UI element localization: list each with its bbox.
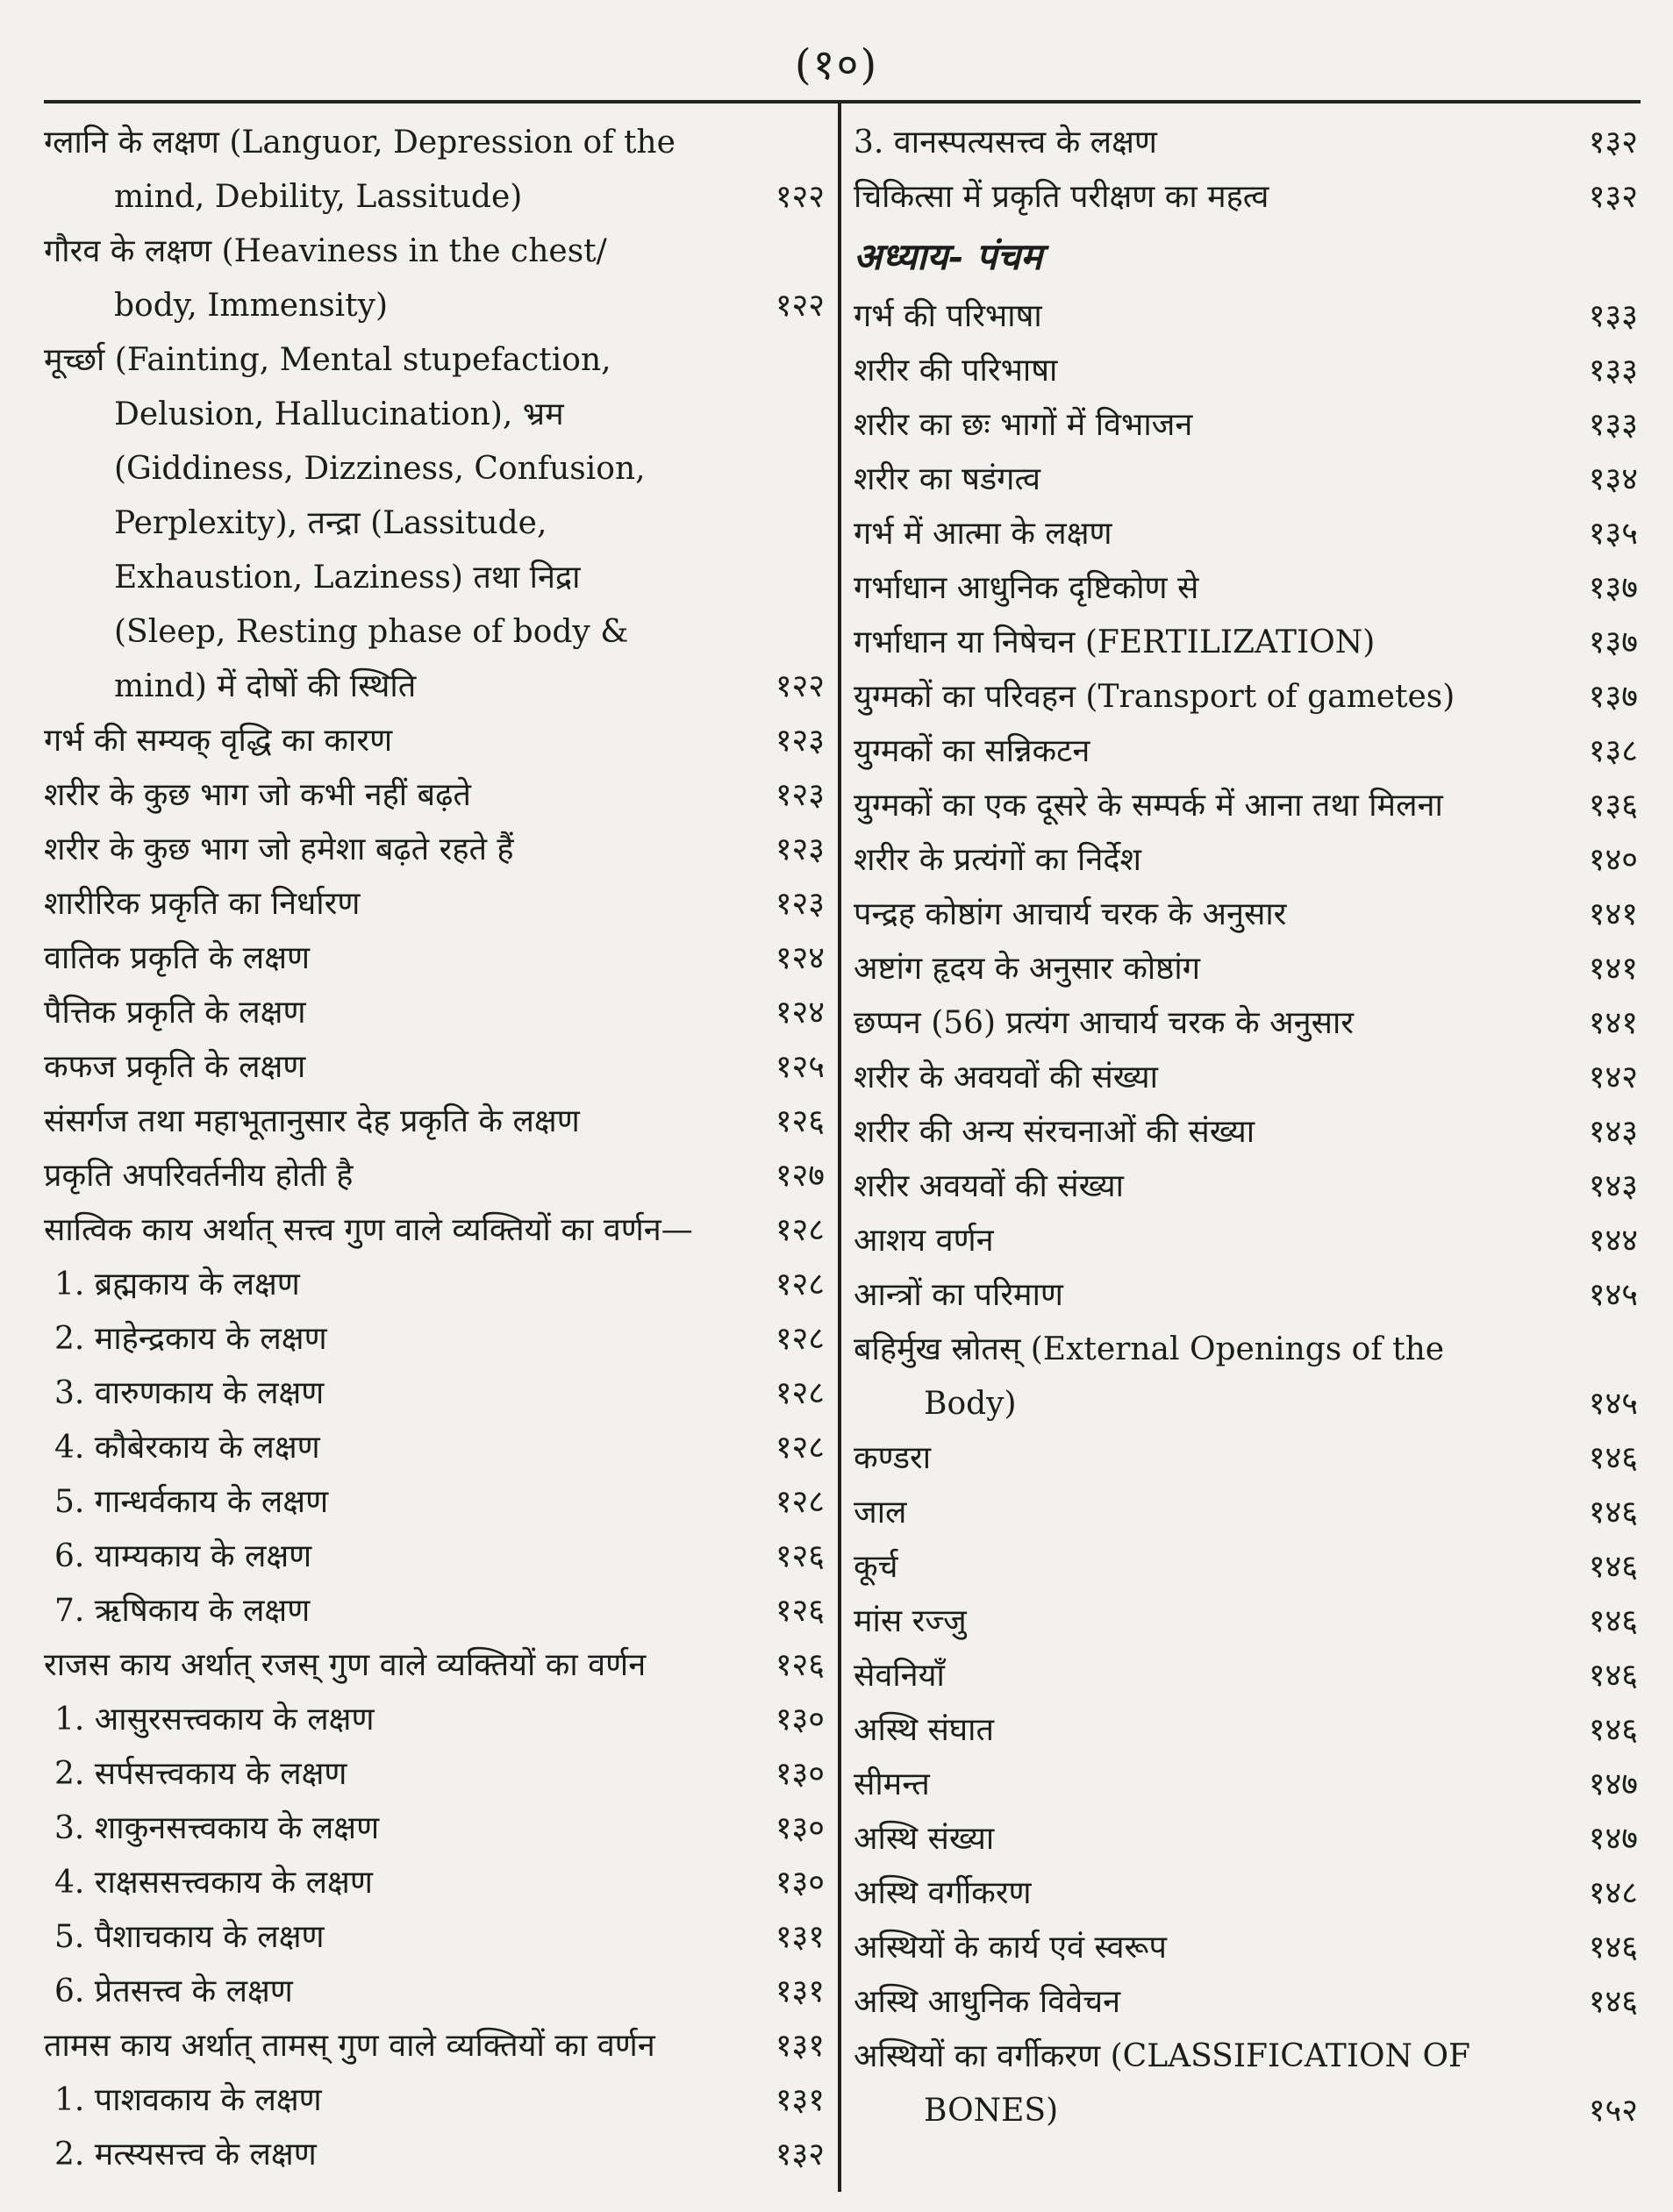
toc-entry-title: गर्भ में आत्मा के लक्षण xyxy=(854,516,1112,552)
toc-entry-page: १३७ xyxy=(1588,570,1638,606)
toc-entry-title: युग्मकों का सन्निकटन xyxy=(854,733,1090,769)
chapter-heading: अध्याय- पंचम xyxy=(854,235,1043,278)
toc-entry-page: १४६ xyxy=(1588,1658,1638,1694)
toc-entry xyxy=(44,1910,825,1965)
toc-entry-page: १४३ xyxy=(1588,1114,1638,1150)
toc-entry-title: 5. पैशाचकाय के लक्षण xyxy=(54,1919,325,1955)
toc-entry-page: १३४ xyxy=(1588,461,1638,497)
toc-entry xyxy=(854,1703,1638,1758)
toc-entry-page: १२६ xyxy=(775,1103,825,1139)
toc-entry xyxy=(854,1758,1638,1812)
toc-entry-title: पन्द्रह कोष्ठांग आचार्य चरक के अनुसार xyxy=(854,896,1287,932)
toc-entry-page: १४० xyxy=(1588,842,1638,878)
toc-entry xyxy=(44,1475,825,1530)
toc-entry xyxy=(44,2073,825,2128)
toc-entry-page: १३१ xyxy=(775,1919,825,1955)
toc-entry-title: ग्लानि के लक्षण (Languor, Depression of the mind, Debility, Lassitude) xyxy=(44,125,676,215)
toc-entry xyxy=(44,877,825,931)
toc-entry-title: गर्भ की परिभाषा xyxy=(854,298,1042,334)
toc-entry-title: 1. आसुरसत्त्वकाय के लक्षण xyxy=(54,1702,375,1737)
toc-entry-page: १२३ xyxy=(775,723,825,759)
toc-entry-title: तामस काय अर्थात् तामस् गुण वाले व्यक्तियों का वर्णन xyxy=(44,2028,655,2064)
toc-entry-title: शरीर अवयवों की संख्या xyxy=(854,1168,1124,1204)
toc-entry xyxy=(854,1812,1638,1866)
toc-entry-page: १३२ xyxy=(775,2137,825,2173)
toc-entry xyxy=(854,398,1638,453)
toc-entry-page: १४६ xyxy=(1588,1495,1638,1531)
toc-entry xyxy=(854,1921,1638,1975)
toc-entry-title: शरीर का छः भागों में विभाजन xyxy=(854,407,1193,443)
toc-entry-page: १२२ xyxy=(775,179,825,215)
toc-entry-title: 4. राक्षससत्त्वकाय के लक्षण xyxy=(54,1865,373,1901)
toc-entry-title: 6. याम्यकाय के लक्षण xyxy=(54,1538,312,1574)
toc-entry xyxy=(44,1149,825,1203)
toc-entry-page: १३२ xyxy=(1588,179,1638,215)
toc-entry-page: १३५ xyxy=(1588,516,1638,552)
left-column xyxy=(44,116,825,2182)
toc-entry-page: १२३ xyxy=(775,831,825,867)
toc-entry-page: १३१ xyxy=(775,2082,825,2118)
toc-entry-page: १३७ xyxy=(1588,679,1638,715)
toc-entry xyxy=(44,823,825,877)
toc-entry-title: कूर्च xyxy=(854,1549,898,1585)
toc-entry-title: सेवनियाँ xyxy=(854,1658,945,1694)
toc-entry-title: पैत्तिक प्रकृति के लक्षण xyxy=(44,995,306,1031)
toc-entry xyxy=(44,1802,825,1856)
toc-entry-title: संसर्गज तथा महाभूतानुसार देह प्रकृति के लक्षण xyxy=(44,1103,580,1139)
top-rule xyxy=(44,100,1641,103)
toc-entry-page: १२६ xyxy=(775,1647,825,1683)
toc-entry-page: १२८ xyxy=(775,1212,825,1248)
toc-entry-page: १५२ xyxy=(1588,2093,1638,2129)
toc-entry-page: १२८ xyxy=(775,1430,825,1466)
toc-entry-title: कफज प्रकृति के लक्षण xyxy=(44,1049,306,1085)
toc-entry-page: १२६ xyxy=(775,1593,825,1629)
toc-entry xyxy=(44,1856,825,1910)
page-number: (१०) xyxy=(794,40,879,89)
toc-entry-page: १४६ xyxy=(1588,1930,1638,1966)
toc-entry-title: युग्मकों का परिवहन (Transport of gametes) xyxy=(854,679,1455,715)
toc-entry-page: १३१ xyxy=(775,1973,825,2009)
toc-entry xyxy=(44,1584,825,1638)
toc-entry xyxy=(854,724,1638,779)
toc-entry xyxy=(44,2019,825,2073)
toc-entry-title: राजस काय अर्थात् रजस् गुण वाले व्यक्तियों का वर्णन xyxy=(44,1647,647,1683)
toc-entry-title: वातिक प्रकृति के लक्षण xyxy=(44,940,311,976)
toc-entry-page: १२२ xyxy=(775,668,825,704)
toc-entry xyxy=(854,1975,1638,2030)
toc-entry-title: सात्विक काय अर्थात् सत्त्व गुण वाले व्यक्तियों का वर्णन— xyxy=(44,1212,693,1248)
toc-entry-title: युग्मकों का एक दूसरे के सम्पर्क में आना तथा मिलना xyxy=(854,788,1443,824)
toc-entry-page: १४७ xyxy=(1588,1821,1638,1857)
toc-entry xyxy=(44,1366,825,1421)
toc-entry xyxy=(854,289,1638,344)
toc-entry-title: 6. प्रेतसत्त्व के लक्षण xyxy=(54,1973,293,2009)
toc-entry-title: चिकित्सा में प्रकृति परीक्षण का महत्व xyxy=(854,179,1269,215)
toc-entry-title: 3. वानस्पत्यसत्त्व के लक्षण xyxy=(854,125,1157,161)
toc-entry-page: १४५ xyxy=(1588,1277,1638,1313)
column-divider xyxy=(838,100,841,2192)
toc-entry-page: १४६ xyxy=(1588,1549,1638,1585)
toc-entry xyxy=(44,225,825,333)
toc-entry xyxy=(44,714,825,768)
toc-entry xyxy=(854,942,1638,996)
toc-entry-page: १३० xyxy=(775,1756,825,1792)
toc-entry xyxy=(854,561,1638,616)
toc-entry-title: मांस रज्जु xyxy=(854,1603,967,1639)
toc-entry-title: 7. ऋषिकाय के लक्षण xyxy=(54,1593,311,1629)
toc-entry xyxy=(854,507,1638,561)
toc-entry-page: १३६ xyxy=(1588,788,1638,824)
toc-entry-page: १२५ xyxy=(775,1049,825,1085)
toc-entry xyxy=(44,1095,825,1149)
toc-entry-page: १२४ xyxy=(775,940,825,976)
toc-entry xyxy=(854,344,1638,398)
toc-entry xyxy=(854,116,1638,170)
toc-entry-page: १४१ xyxy=(1588,951,1638,987)
toc-entry-title: आशय वर्णन xyxy=(854,1223,994,1259)
toc-entry-title: अस्थियों का वर्गीकरण (CLASSIFICATION OF BONES) xyxy=(854,2038,1470,2129)
toc-entry-title: 3. वारुणकाय के लक्षण xyxy=(54,1375,325,1411)
toc-entry-page: १३० xyxy=(775,1810,825,1846)
toc-entry xyxy=(854,1214,1638,1268)
toc-entry-title: अस्थि संख्या xyxy=(854,1821,995,1857)
toc-entry xyxy=(44,1965,825,2019)
toc-entry-page: १२३ xyxy=(775,777,825,813)
toc-entry-page: १२७ xyxy=(775,1158,825,1194)
toc-entry-title: आन्त्रों का परिमाण xyxy=(854,1277,1063,1313)
toc-entry-page: १४३ xyxy=(1588,1168,1638,1204)
toc-entry-page: १३८ xyxy=(1588,733,1638,769)
toc-entry xyxy=(854,1105,1638,1160)
toc-entry xyxy=(854,996,1638,1051)
toc-entry-title: गर्भाधान आधुनिक दृष्टिकोण से xyxy=(854,570,1199,606)
toc-entry-title: अष्टांग हृदय के अनुसार कोष्ठांग xyxy=(854,951,1200,987)
toc-entry-title: अस्थि वर्गीकरण xyxy=(854,1875,1032,1911)
toc-entry-page: १२४ xyxy=(775,995,825,1031)
toc-entry-title: 5. गान्धर्वकाय के लक्षण xyxy=(54,1484,329,1520)
toc-entry-page: १३० xyxy=(775,1865,825,1901)
toc-entry-title: मूर्च्छा (Fainting, Mental stupefaction, Delusion, Hallucination), भ्रम (Giddiness, Dizziness, Confusion, Perplexity), तन्द्रा (Lassitude, Exhaustion, Laziness) तथा निद्रा (Sleep, Resting phase of body & mind) में दोषों की स्थिति xyxy=(44,342,646,704)
toc-entry-page: १३२ xyxy=(1588,125,1638,161)
toc-entry-page: १२८ xyxy=(775,1484,825,1520)
toc-entry-title: 1. पाशवकाय के लक्षण xyxy=(54,2082,322,2118)
toc-entry xyxy=(854,1268,1638,1323)
toc-entry-page: १२८ xyxy=(775,1375,825,1411)
toc-entry xyxy=(44,1530,825,1584)
toc-entry xyxy=(854,1649,1638,1703)
toc-entry-title: अस्थि संघात xyxy=(854,1712,995,1748)
toc-entry-page: १३३ xyxy=(1588,353,1638,389)
toc-entry xyxy=(854,453,1638,507)
toc-entry-title: कण्डरा xyxy=(854,1440,932,1476)
toc-entry xyxy=(44,1258,825,1312)
toc-entry-page: १२२ xyxy=(775,288,825,324)
toc-entry-title: बहिर्मुख स्रोतस् (External Openings of the Body) xyxy=(854,1331,1445,1422)
toc-entry xyxy=(44,1203,825,1258)
toc-entry-title: गौरव के लक्षण (Heaviness in the chest/ body, Immensity) xyxy=(44,233,607,324)
toc-entry-title: जाल xyxy=(854,1495,907,1531)
toc-entry-page: १२८ xyxy=(775,1267,825,1302)
toc-entry xyxy=(44,1638,825,1693)
toc-entry-title: शरीर के अवयवों की संख्या xyxy=(854,1060,1158,1095)
toc-entry-page: १३० xyxy=(775,1702,825,1737)
toc-entry-title: 2. सर्पसत्त्वकाय के लक्षण xyxy=(54,1756,347,1792)
toc-entry xyxy=(854,616,1638,670)
toc-entry-title: 4. कौबेरकाय के लक्षण xyxy=(54,1430,320,1466)
toc-entry-page: १४६ xyxy=(1588,1603,1638,1639)
toc-entry-page: १२६ xyxy=(775,1538,825,1574)
toc-entry xyxy=(44,1312,825,1366)
toc-entry-page: १२३ xyxy=(775,886,825,922)
toc-entry-title: 1. ब्रह्मकाय के लक्षण xyxy=(54,1267,300,1302)
toc-entry-title: शरीर की अन्य संरचनाओं की संख्या xyxy=(854,1114,1255,1150)
toc-entry xyxy=(44,1421,825,1475)
toc-entry-title: छप्पन (56) प्रत्यंग आचार्य चरक के अनुसार xyxy=(854,1005,1354,1041)
toc-entry xyxy=(44,931,825,986)
toc-entry-title: शरीर के कुछ भाग जो कभी नहीं बढ़ते xyxy=(44,777,471,813)
toc-entry-title: शरीर का षडंगत्व xyxy=(854,461,1041,497)
toc-entry xyxy=(854,1595,1638,1649)
toc-entry xyxy=(854,1486,1638,1540)
toc-entry-title: 2. माहेन्द्रकाय के लक्षण xyxy=(54,1321,327,1357)
toc-entry-page: १४६ xyxy=(1588,1712,1638,1748)
toc-entry xyxy=(854,1160,1638,1214)
toc-entry-page: १४१ xyxy=(1588,1005,1638,1041)
toc-entry-page: १४१ xyxy=(1588,896,1638,932)
toc-entry xyxy=(44,116,825,225)
toc-entry xyxy=(854,1431,1638,1486)
toc-entry xyxy=(44,1040,825,1095)
toc-entry xyxy=(44,2128,825,2182)
toc-entry xyxy=(854,833,1638,888)
toc-entry xyxy=(854,2030,1638,2138)
toc-entry-title: प्रकृति अपरिवर्तनीय होती है xyxy=(44,1158,354,1194)
toc-entry-title: 2. मत्स्यसत्त्व के लक्षण xyxy=(54,2137,317,2173)
toc-entry xyxy=(854,888,1638,942)
toc-entry-title: गर्भाधान या निषेचन (FERTILIZATION) xyxy=(854,624,1376,660)
toc-entry-page: १४४ xyxy=(1588,1223,1638,1259)
toc-entry xyxy=(44,768,825,823)
toc-entry xyxy=(854,1323,1638,1431)
toc-entry xyxy=(44,986,825,1040)
toc-entry xyxy=(854,1866,1638,1921)
toc-entry xyxy=(44,333,825,714)
toc-entry-title: शरीर की परिभाषा xyxy=(854,353,1058,389)
toc-entry xyxy=(44,1747,825,1802)
right-column xyxy=(854,116,1638,2138)
toc-entry xyxy=(854,170,1638,225)
toc-entry-page: १४५ xyxy=(1588,1386,1638,1422)
toc-entry-title: शारीरिक प्रकृति का निर्धारण xyxy=(44,886,361,922)
toc-entry-page: १४२ xyxy=(1588,1060,1638,1095)
toc-entry-page: १३३ xyxy=(1588,298,1638,334)
toc-entry xyxy=(854,1051,1638,1105)
toc-entry-title: गर्भ की सम्यक् वृद्धि का कारण xyxy=(44,723,393,759)
toc-entry-page: १३१ xyxy=(775,2028,825,2064)
toc-entry xyxy=(44,1693,825,1747)
toc-entry xyxy=(854,779,1638,833)
toc-entry-page: १२८ xyxy=(775,1321,825,1357)
toc-entry-title: सीमन्त xyxy=(854,1766,930,1802)
toc-entry xyxy=(854,1540,1638,1595)
toc-entry-title: शरीर के कुछ भाग जो हमेशा बढ़ते रहते हैं xyxy=(44,831,514,867)
toc-entry-title: 3. शाकुनसत्त्वकाय के लक्षण xyxy=(54,1810,380,1846)
toc-entry-title: शरीर के प्रत्यंगों का निर्देश xyxy=(854,842,1141,878)
toc-entry-page: १४६ xyxy=(1588,1984,1638,2020)
toc-entry-page: १३३ xyxy=(1588,407,1638,443)
toc-entry xyxy=(854,670,1638,724)
toc-entry-page: १४६ xyxy=(1588,1440,1638,1476)
toc-entry-page: १३७ xyxy=(1588,624,1638,660)
toc-entry-title: अस्थि आधुनिक विवेचन xyxy=(854,1984,1121,2020)
toc-entry-title: अस्थियों के कार्य एवं स्वरूप xyxy=(854,1930,1167,1966)
toc-entry-page: १४७ xyxy=(1588,1766,1638,1802)
toc-entry-page: १४८ xyxy=(1588,1875,1638,1911)
